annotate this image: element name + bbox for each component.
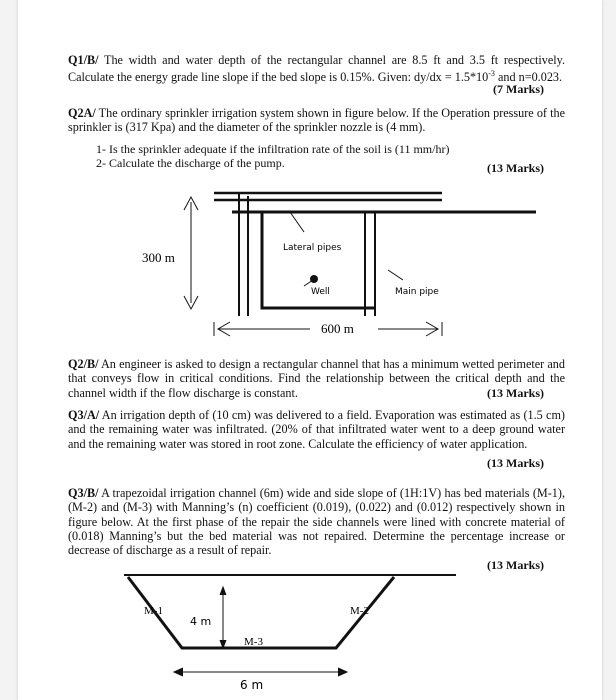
trapezoidal-channel-figure bbox=[18, 565, 602, 700]
depth-label: 4 m bbox=[190, 615, 212, 628]
arrow-up-icon bbox=[220, 587, 226, 595]
question-q2a bbox=[68, 106, 565, 135]
question-text: An irrigation depth of (10 cm) was delivered to a field. Evaporation was estimated as (1.5 cm) and the remaining water was infiltrated. (20% of that infiltrated water went to a deep ground water and the remaining water was stored in root zone. Calculate the efficiency of water application. bbox=[68, 408, 565, 451]
question-text: An engineer is asked to design a rectangular channel that has a minimum wetted perimeter and that conveys flow in critical conditions. Find the relationship between the critical depth and the channel width if the flow discharge is constant. bbox=[68, 357, 565, 400]
question-number: Q2A/ bbox=[68, 106, 96, 120]
marks-q1b: (7 Marks) bbox=[493, 82, 544, 96]
exponent: -3 bbox=[488, 69, 495, 79]
sprinkler-layout-figure bbox=[18, 180, 602, 340]
question-number: Q2/B/ bbox=[68, 357, 99, 371]
question-text: The width and water depth of the rectangular channel are 8.5 ft and 3.5 ft respectively. Calculate the energy grade line slope if the bed slope is 0.15%. Given: dy/dx = 1.5*10 bbox=[68, 53, 565, 85]
question-text: The ordinary sprinkler irrigation system shown in figure below. If the Operation pressure of the sprinkler is (317 Kpa) and the diameter of the sprinkler nozzle is (4 mm). bbox=[68, 106, 565, 135]
question-number: Q1/B/ bbox=[68, 53, 99, 67]
arrow-left-icon bbox=[174, 668, 183, 676]
question-q3a bbox=[68, 408, 565, 451]
question-q3b bbox=[68, 486, 565, 557]
main-pipe-label: Main pipe bbox=[395, 287, 439, 297]
marks-q2b: (13 Marks) bbox=[487, 386, 544, 400]
pointer-line bbox=[388, 270, 403, 280]
marks-q3b: (13 Marks) bbox=[487, 558, 544, 572]
list-item: 1- Is the sprinkler adequate if the infiltration rate of the soil is (11 mm/hr) bbox=[96, 142, 450, 156]
list-item: 2- Calculate the discharge of the pump. bbox=[96, 156, 285, 170]
question-list bbox=[96, 142, 449, 170]
question-number: Q3/A/ bbox=[68, 408, 100, 422]
material-m3-label: M-3 bbox=[244, 636, 263, 648]
question-text: A trapezoidal irrigation channel (6m) wide and side slope of (1H:1V) has bed materials (M-1), (M-2) and (M-3) with Manning’s (n) coefficient (0.019), (0.022) and (0.012) respectively shown in figure below. At the first phase of the repair the side channels were lined with concrete material of (0.018) Manning’s but the bed material was not repaired. Determine the percentage increase or decrease of discharge as a result of repair. bbox=[68, 486, 565, 558]
document-page bbox=[18, 0, 602, 700]
marks-q3a: (13 Marks) bbox=[487, 456, 544, 470]
question-text-end: and n=0.023. bbox=[494, 70, 563, 85]
width-label: 600 m bbox=[321, 321, 354, 336]
well-label: Well bbox=[311, 287, 330, 297]
pointer-line bbox=[290, 212, 304, 232]
marks-q2a: (13 Marks) bbox=[487, 161, 544, 175]
pointer-line bbox=[304, 280, 313, 286]
lateral-pipes-label: Lateral pipes bbox=[283, 243, 342, 253]
material-m2-label: M-2 bbox=[350, 605, 369, 617]
question-q1b bbox=[68, 53, 565, 85]
question-number: Q3/B/ bbox=[68, 486, 99, 500]
width-label: 6 m bbox=[240, 678, 264, 692]
height-label: 300 m bbox=[142, 250, 175, 265]
material-m1-label: M-1 bbox=[144, 605, 163, 617]
arrow-right-icon bbox=[338, 668, 347, 676]
